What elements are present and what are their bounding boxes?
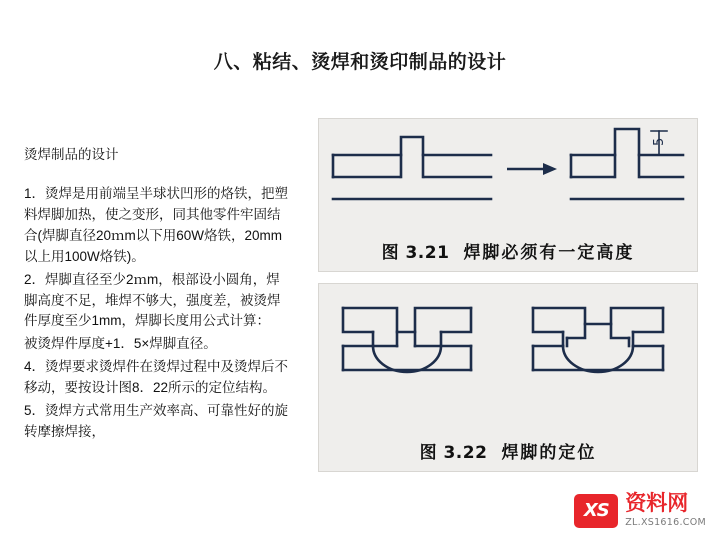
- figure-3-21: [318, 118, 698, 272]
- figure-3-22: [318, 283, 698, 472]
- body-paragraph-5: 5．烫焊方式常用生产效率高、可靠性好的旋转摩擦焊接，: [24, 403, 289, 440]
- watermark-logo-icon: [574, 494, 618, 528]
- watermark-badge-text: XS: [583, 500, 609, 521]
- arrow-icon: [507, 163, 557, 175]
- body-paragraph-1: 1．烫焊是用前端呈半球状凹形的烙铁，把塑料焊脚加热，使之变形，同其他零件牢固结合(焊脚直径20ｍm以下用60W烙铁，20mm以上用100W烙铁)。: [24, 185, 289, 264]
- figure-3-21-caption: [319, 238, 697, 263]
- body-paragraph-2: 2．焊脚直径至少2ｍm，根部设小圆角，焊脚高度不足，堆焊不够大，强度差，被烫焊件厚度至少1mm，焊脚长度用公式计算：: [24, 271, 281, 329]
- watermark-title: 资料网: [625, 492, 689, 515]
- watermark-text-group: [625, 493, 706, 528]
- figure-3-22-drawing: [319, 284, 695, 424]
- watermark-url: ZL.XS1616.COM: [625, 517, 706, 528]
- figure-3-21-drawing: [319, 119, 695, 231]
- page-title: 八、粘结、烫焊和烫印制品的设计: [213, 52, 507, 73]
- figure-3-21-text: 焊脚必须有一定高度: [463, 243, 635, 262]
- figure-3-21-number: 图 3.21: [381, 243, 450, 263]
- body-paragraph-3: 被烫焊件厚度+1．5×焊脚直径。: [24, 336, 217, 352]
- figure-3-22-caption: [319, 438, 697, 463]
- body-paragraph-4: 4．烫焊要求烫焊件在烫焊过程中及烫焊后不移动，要按设计图8．22所示的定位结构。: [24, 359, 289, 396]
- watermark: [574, 493, 706, 528]
- body-text-column: [24, 145, 292, 445]
- figure-3-22-number: 图 3.22: [419, 443, 488, 463]
- dimension-label-5: 5: [652, 137, 667, 146]
- body-heading: 烫焊制品的设计: [24, 147, 119, 162]
- figure-3-22-text: 焊脚的定位: [501, 443, 597, 462]
